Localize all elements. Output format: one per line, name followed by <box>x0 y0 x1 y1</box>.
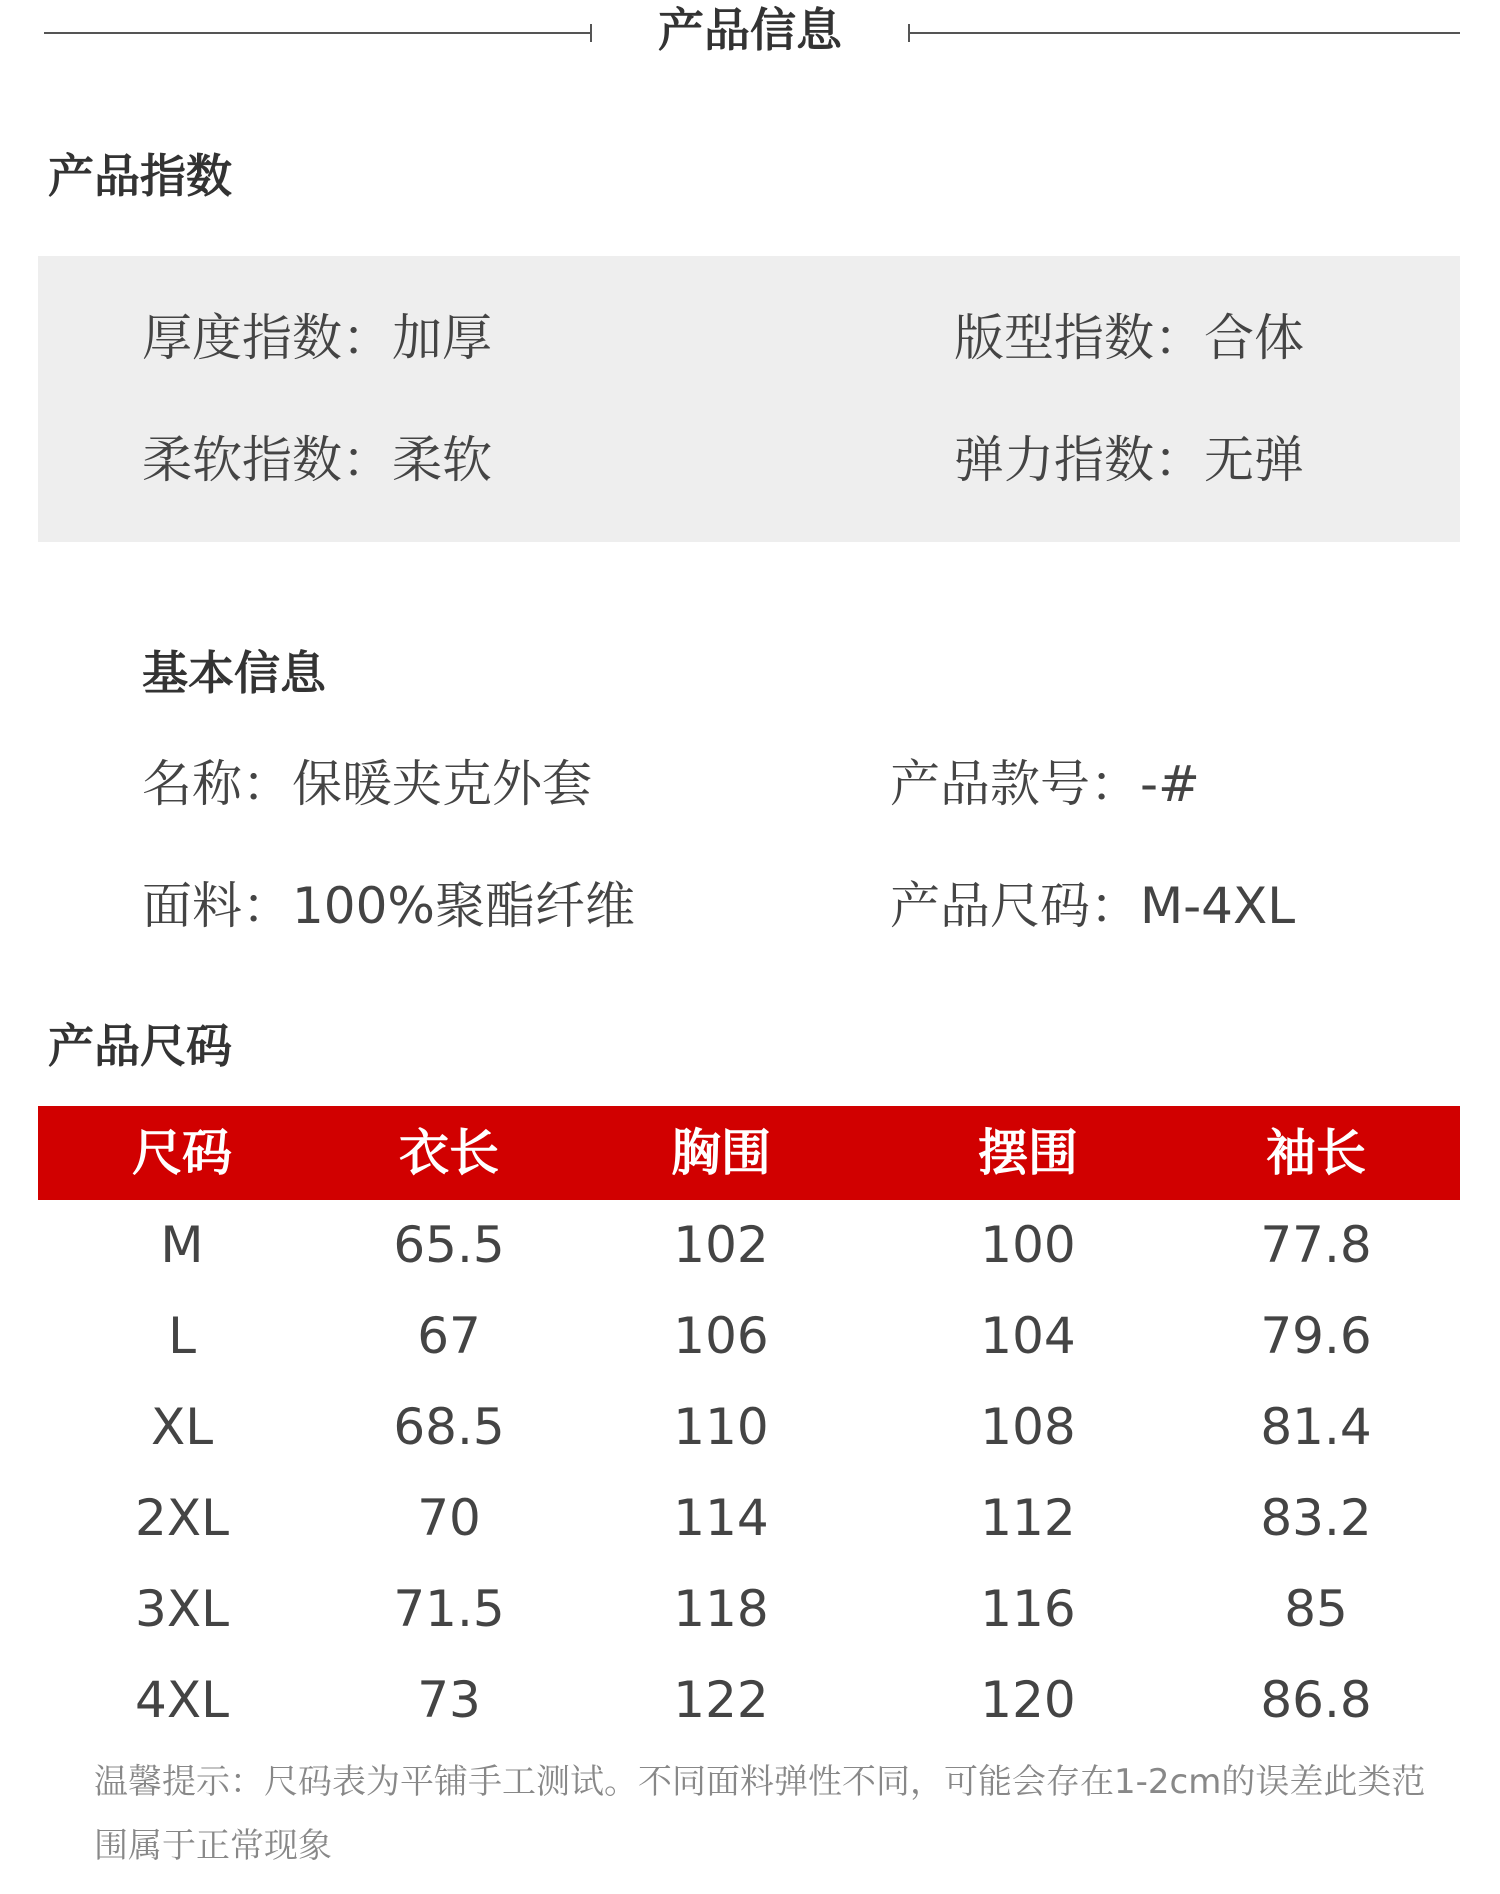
info-item-style-number <box>890 752 1200 816</box>
table-row <box>38 1473 1460 1564</box>
table-cell: 114 <box>673 1489 769 1547</box>
info-label: 名称： <box>142 755 292 813</box>
table-cell: 86.8 <box>1260 1671 1372 1729</box>
table-row <box>38 1291 1460 1382</box>
info-label: 面料： <box>142 877 292 935</box>
index-item-elasticity <box>954 428 1304 492</box>
info-value: M-4XL <box>1140 877 1296 935</box>
table-cell: 122 <box>673 1671 769 1729</box>
header-divider-left <box>44 32 590 34</box>
index-item-softness <box>142 428 492 492</box>
table-cell: 100 <box>980 1216 1076 1274</box>
info-item-fabric <box>142 874 635 938</box>
page-title: 产品信息 <box>658 3 842 57</box>
info-value: 保暖夹克外套 <box>292 755 592 813</box>
table-cell: 104 <box>980 1307 1076 1365</box>
index-value: 加厚 <box>392 309 492 367</box>
table-cell: 106 <box>673 1307 769 1365</box>
table-cell: 102 <box>673 1216 769 1274</box>
page-header <box>0 0 1500 70</box>
table-cell: 68.5 <box>393 1398 505 1456</box>
table-cell: 2XL <box>135 1489 229 1547</box>
index-item-fit <box>954 306 1304 370</box>
table-cell: 73 <box>417 1671 481 1729</box>
table-row <box>38 1655 1460 1746</box>
product-index-heading: 产品指数 <box>48 149 232 203</box>
header-divider-tick-left <box>590 24 592 42</box>
column-header-hem: 摆围 <box>978 1124 1078 1182</box>
table-cell: 116 <box>980 1580 1076 1638</box>
info-item-name <box>142 752 592 816</box>
table-cell: 3XL <box>135 1580 229 1638</box>
table-cell: 120 <box>980 1671 1076 1729</box>
index-label: 厚度指数： <box>142 309 392 367</box>
info-label: 产品尺码： <box>890 877 1140 935</box>
header-divider-right <box>910 32 1460 34</box>
table-cell: 70 <box>417 1489 481 1547</box>
table-cell: 77.8 <box>1260 1216 1372 1274</box>
info-label: 产品款号： <box>890 755 1140 813</box>
table-row <box>38 1564 1460 1655</box>
info-item-size-range <box>890 874 1295 938</box>
table-cell: 118 <box>673 1580 769 1638</box>
column-header-chest: 胸围 <box>671 1124 771 1182</box>
measurement-note: 温馨提示：尺码表为平铺手工测试。不同面料弹性不同，可能会存在1-2cm的误差此类范围属于正常现象 <box>94 1762 1426 1866</box>
size-table <box>38 1106 1460 1746</box>
index-label: 弹力指数： <box>954 431 1204 489</box>
size-table-header <box>38 1106 1460 1200</box>
table-cell: 71.5 <box>393 1580 505 1638</box>
table-cell: 110 <box>673 1398 769 1456</box>
table-cell: 108 <box>980 1398 1076 1456</box>
index-value: 无弹 <box>1204 431 1304 489</box>
size-chart-heading: 产品尺码 <box>48 1019 232 1073</box>
table-row <box>38 1200 1460 1291</box>
table-cell: XL <box>150 1398 214 1456</box>
table-cell: 67 <box>417 1307 481 1365</box>
table-cell: 4XL <box>135 1671 229 1729</box>
table-cell: 65.5 <box>393 1216 505 1274</box>
index-value: 柔软 <box>392 431 492 489</box>
table-cell: 79.6 <box>1260 1307 1372 1365</box>
table-cell: 112 <box>980 1489 1076 1547</box>
index-label: 柔软指数： <box>142 431 392 489</box>
column-header-sleeve: 袖长 <box>1266 1124 1366 1182</box>
table-cell: 85 <box>1284 1580 1348 1638</box>
info-value: -# <box>1140 755 1200 813</box>
product-index-panel <box>38 256 1460 542</box>
table-cell: L <box>168 1307 196 1365</box>
table-cell: 81.4 <box>1260 1398 1372 1456</box>
column-header-size: 尺码 <box>132 1124 232 1182</box>
index-value: 合体 <box>1204 309 1304 367</box>
index-label: 版型指数： <box>954 309 1204 367</box>
column-header-length: 衣长 <box>399 1124 499 1182</box>
index-item-thickness <box>142 306 492 370</box>
table-cell: M <box>160 1216 204 1274</box>
info-value: 100%聚酯纤维 <box>292 877 635 935</box>
basic-info-heading: 基本信息 <box>142 646 326 700</box>
table-cell: 83.2 <box>1260 1489 1372 1547</box>
table-row <box>38 1382 1460 1473</box>
